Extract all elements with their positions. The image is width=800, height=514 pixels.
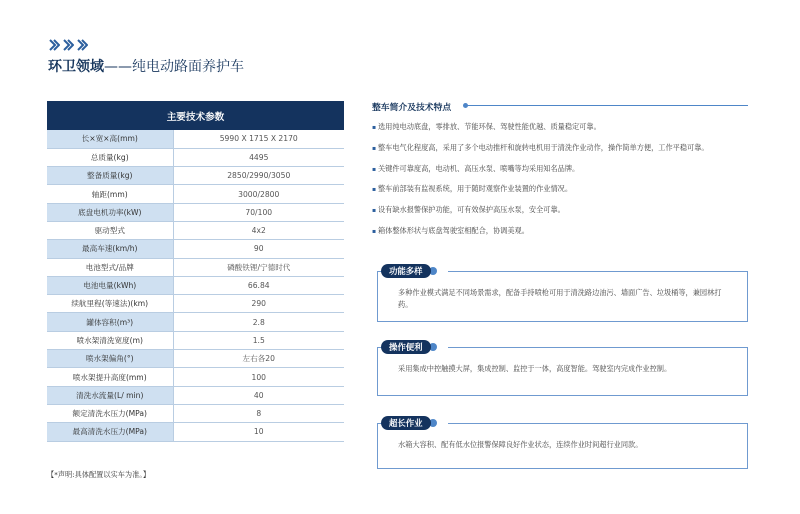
table-row <box>47 185 344 203</box>
spec-value: 2850/2990/3050 <box>173 167 344 185</box>
spec-value: 66.84 <box>173 276 344 294</box>
feature-list <box>372 122 709 247</box>
table-row <box>47 313 344 331</box>
spec-value: 290 <box>173 295 344 313</box>
spec-label: 驱动型式 <box>47 221 173 239</box>
spec-label: 最高清洗水压力(MPa) <box>47 423 173 441</box>
table-row <box>47 350 344 368</box>
spec-label: 罐体容积(m³) <box>47 313 173 331</box>
feature-box-operation <box>377 342 748 396</box>
table-row <box>47 386 344 404</box>
table-row <box>47 203 344 221</box>
disclaimer-note: 【*声明:具体配置以实车为准。】 <box>47 470 151 479</box>
feature-item: ▪ 选用纯电动底盘，零排放、节能环保、驾驶性能优越、质量稳定可靠。 <box>372 122 709 132</box>
spec-label: 喷水架清洗宽度(m) <box>47 331 173 349</box>
spec-table-heading: 主要技术参数 <box>47 101 344 130</box>
feature-box-text: 多种作业模式满足不同场景需求，配备手持喷枪可用于清洗路边油污、墙面广告、垃圾桶等，兼园林打药。 <box>398 288 722 309</box>
spec-label: 续航里程(等速法)(km) <box>47 295 173 313</box>
spec-value: 10 <box>173 423 344 441</box>
table-row <box>47 240 344 258</box>
spec-label: 电池型式/品牌 <box>47 258 173 276</box>
overview-heading: 整车简介及技术特点 <box>372 103 452 113</box>
spec-value: 磷酸铁锂/宁德时代 <box>173 258 344 276</box>
spec-value: 2.8 <box>173 313 344 331</box>
table-row <box>47 148 344 166</box>
spec-label: 电池电量(kWh) <box>47 276 173 294</box>
spec-table <box>47 101 344 442</box>
feature-box-long-operation <box>377 418 748 469</box>
spec-label: 总质量(kg) <box>47 148 173 166</box>
feature-box-text: 水箱大容积、配有低水位报警保障良好作业状态，连续作业时间超行业同款。 <box>398 440 643 449</box>
title-sub: ——纯电动路面养护车 <box>104 59 244 75</box>
table-row <box>47 331 344 349</box>
feature-item: ▪ 整车前部装有监视系统，用于随时观察作业装置的作业情况。 <box>372 184 709 194</box>
spec-label: 清洗水流量(L/ min) <box>47 386 173 404</box>
table-row <box>47 404 344 422</box>
table-row <box>47 221 344 239</box>
spec-label: 额定清洗水压力(MPa) <box>47 404 173 422</box>
spec-label: 轴距(mm) <box>47 185 173 203</box>
table-row <box>47 167 344 185</box>
feature-box-tab: 超长作业 <box>381 416 431 430</box>
table-row <box>47 368 344 386</box>
table-row <box>47 295 344 313</box>
title-main: 环卫领域 <box>48 59 104 75</box>
feature-item: ▪ 关键件可靠度高，电动机、高压水泵、喷嘴等均采用知名品牌。 <box>372 164 709 174</box>
spec-value: 8 <box>173 404 344 422</box>
spec-value: 左右各20 <box>173 350 344 368</box>
feature-box-tab: 操作便利 <box>381 340 431 354</box>
spec-value: 90 <box>173 240 344 258</box>
spec-value: 4495 <box>173 148 344 166</box>
spec-table-body <box>47 130 344 441</box>
feature-item: ▪ 箱体整体形状与底盘驾驶室相配合，协调美观。 <box>372 226 709 236</box>
spec-value: 100 <box>173 368 344 386</box>
spec-value: 5990 X 1715 X 2170 <box>173 130 344 148</box>
feature-box-versatile <box>377 266 748 322</box>
spec-value: 3000/2800 <box>173 185 344 203</box>
table-row <box>47 423 344 441</box>
chevron-right-icon <box>48 38 88 52</box>
spec-label: 喷水架提升高度(mm) <box>47 368 173 386</box>
feature-box-tab: 功能多样 <box>381 264 431 278</box>
table-row <box>47 258 344 276</box>
spec-label: 底盘电机功率(kW) <box>47 203 173 221</box>
spec-label: 最高车速(km/h) <box>47 240 173 258</box>
feature-item: ▪ 设有缺水报警保护功能，可有效保护高压水泵，安全可靠。 <box>372 205 709 215</box>
spec-label: 长×宽×高(mm) <box>47 130 173 148</box>
spec-value: 1.5 <box>173 331 344 349</box>
feature-box-text: 采用集成中控触摸大屏，集成控制、监控于一体，高度智能。驾驶室内完成作业控制。 <box>398 364 672 373</box>
spec-label: 整备质量(kg) <box>47 167 173 185</box>
feature-item: ▪ 整车电气化程度高，采用了多个电动推杆和旋转电机用于清洗作业动作，操作简单方便，工作平稳可靠。 <box>372 143 709 153</box>
spec-value: 40 <box>173 386 344 404</box>
page-title <box>48 56 244 76</box>
spec-label: 喷水架偏角(°) <box>47 350 173 368</box>
table-row <box>47 130 344 148</box>
spec-value: 4x2 <box>173 221 344 239</box>
table-row <box>47 276 344 294</box>
spec-value: 70/100 <box>173 203 344 221</box>
heading-divider <box>466 105 748 106</box>
